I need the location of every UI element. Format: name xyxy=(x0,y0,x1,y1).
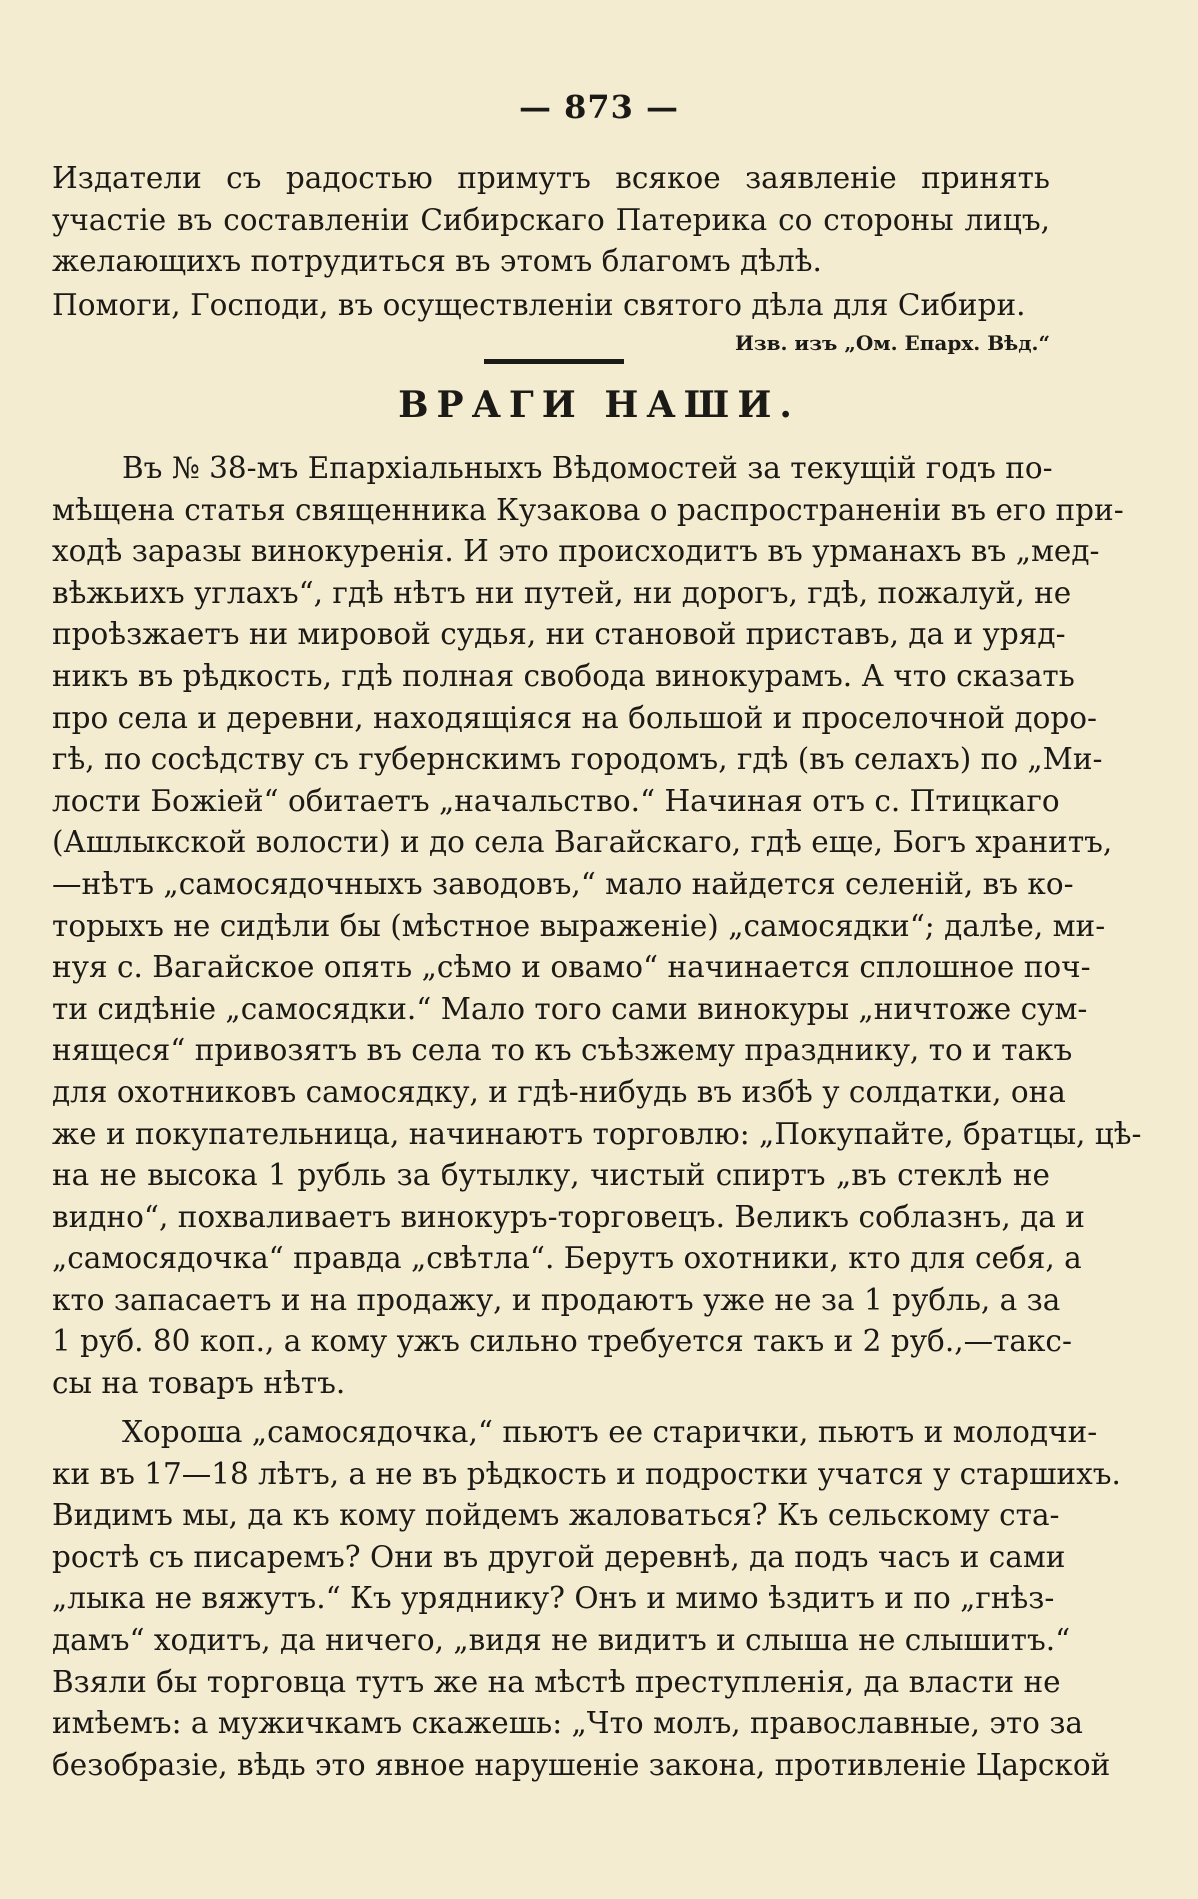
text-line: ростѣ съ писаремъ? Они въ другой деревнѣ, да подъ часъ и сами xyxy=(52,1539,1066,1574)
text-line: Въ № 38-мъ Епархіальныхъ Вѣдомостей за текущій годъ по- xyxy=(122,451,1053,485)
text-line: лости Божіей“ обитаетъ „начальство.“ Начиная отъ с. Птицкаго xyxy=(52,783,1060,818)
text-line: мѣщена статья священника Кузакова о распространеніи въ его при- xyxy=(52,492,1124,527)
text-line: Видимъ мы, да къ кому пойдемъ жаловаться? Къ сельскому ста- xyxy=(52,1498,1060,1533)
text-line: на не высока 1 рубль за бутылку, чистый спиртъ „въ стеклѣ не xyxy=(52,1158,1050,1193)
text-line: кто запасаетъ и на продажу, и продаютъ уже не за 1 рубль, а за xyxy=(52,1282,1061,1317)
page-number: — 873 — xyxy=(518,88,680,126)
text-line: нуя с. Вагайское опять „сѣмо и овамо“ начинается сплошное поч- xyxy=(52,950,1091,985)
article-title: ВРАГИ НАШИ. xyxy=(398,384,800,426)
text-line: имѣемъ: а мужичкамъ скажешь: „Что молъ, православные, это за xyxy=(52,1706,1084,1741)
text-line: (Ашлыкской волости) и до села Вагайскаго, гдѣ еще, Богъ хранитъ, xyxy=(52,825,1113,860)
text-line: безобразіе, вѣдь это явное нарушеніе закона, противленіе Царской xyxy=(52,1747,1111,1782)
text-line: „самосядочка“ правда „свѣтла“. Берутъ охотники, кто для себя, а xyxy=(52,1241,1082,1276)
text-line: ки въ 17—18 лѣтъ, а не въ рѣдкость и подростки учатся у старшихъ. xyxy=(52,1456,1121,1491)
text-line: для охотниковъ самосядку, и гдѣ-нибудь въ избѣ у солдатки, она xyxy=(52,1074,1066,1109)
source-citation: Изв. изъ „Ом. Епарх. Вѣд.“ xyxy=(734,331,1050,355)
text-line: 1 руб. 80 коп., а кому ужъ сильно требуется такъ и 2 руб.,—такс- xyxy=(52,1324,1072,1359)
text-line: никъ въ рѣдкость, гдѣ полная свобода винокурамъ. А что сказать xyxy=(52,658,1075,693)
text-line: гѣ, по сосѣдству съ губернскимъ городомъ, гдѣ (въ селахъ) по „Ми- xyxy=(52,742,1103,777)
text-line: ти сидѣніе „самосядки.“ Мало того сами винокуры „ничтоже сум- xyxy=(52,991,1088,1026)
article-paragraph-1 xyxy=(52,448,1142,1405)
text-line: нящеся“ привозятъ въ села то къ съѣзжему празднику, то и такъ xyxy=(52,1033,1073,1068)
intro-paragraph: Издатели съ радостью примутъ всякое заявленіе принять участіе въ составленіи Сибирскаго Патерика со стороны лицъ, желающихъ потрудиться въ этомъ благомъ дѣлѣ. xyxy=(52,161,1050,279)
text-line: же и покупательница, начинаютъ торговлю: „Покупайте, братцы, цѣ- xyxy=(52,1116,1142,1151)
text-line: сы на товаръ нѣтъ. xyxy=(52,1366,346,1401)
intro-closing-line: Помоги, Господи, въ осуществленіи святого дѣла для Сибири. xyxy=(52,288,1026,322)
text-line: —нѣтъ „самосядочныхъ заводовъ,“ мало найдется селеній, въ ко- xyxy=(52,866,1074,901)
text-line: ходѣ заразы винокуренія. И это происходитъ въ урманахъ въ „мед- xyxy=(52,534,1100,569)
section-divider xyxy=(484,359,624,364)
article-paragraph-2 xyxy=(52,1412,1121,1786)
text-line: „лыка не вяжутъ.“ Къ уряднику? Онъ и мимо ѣздитъ и по „гнѣз- xyxy=(52,1581,1055,1616)
text-line: проѣзжаетъ ни мировой судья, ни становой приставъ, да и уряд- xyxy=(52,617,1066,652)
text-line: видно“, похваливаетъ винокуръ-торговецъ. Великъ соблазнъ, да и xyxy=(52,1199,1085,1234)
text-line: Хороша „самосядочка,“ пьютъ ее старички, пьютъ и молодчи- xyxy=(122,1415,1098,1449)
text-line: вѣжьихъ углахъ“, гдѣ нѣтъ ни путей, ни дорогъ, гдѣ, пожалуй, не xyxy=(52,575,1072,610)
text-line: дамъ“ ходитъ, да ничего, „видя не видитъ и слыша не слышитъ.“ xyxy=(52,1622,1071,1657)
text-line: торыхъ не сидѣли бы (мѣстное выраженіе) „самосядки“; далѣе, ми- xyxy=(52,908,1106,943)
text-line: про села и деревни, находящіяся на большой и проселочной доро- xyxy=(52,700,1097,735)
text-line: Взяли бы торговца тутъ же на мѣстѣ преступленія, да власти не xyxy=(52,1664,1061,1699)
